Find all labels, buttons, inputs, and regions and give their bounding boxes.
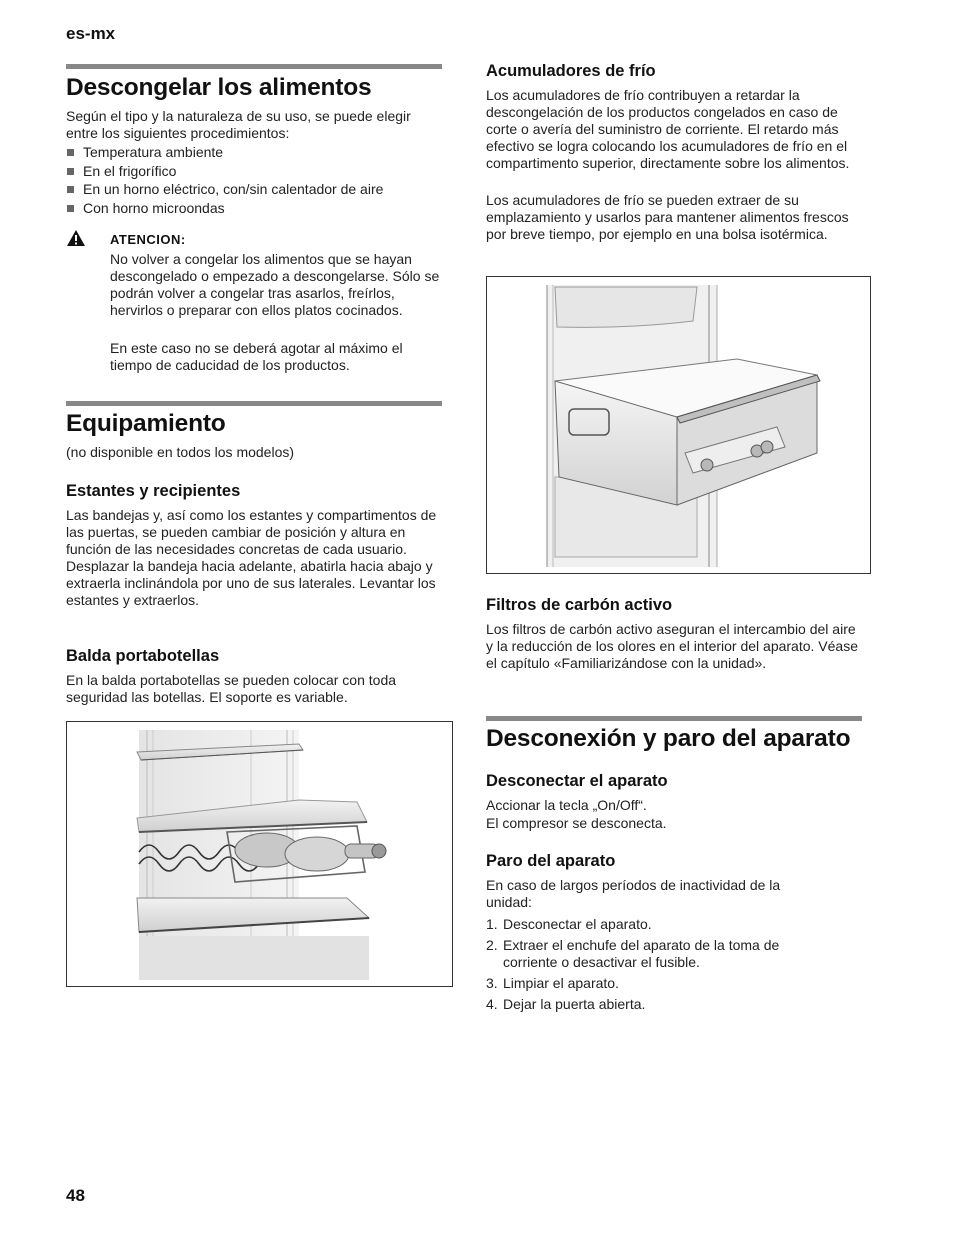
warning-icon	[66, 229, 86, 247]
bottle-rack-illustration	[66, 721, 453, 987]
cold-accumulators-text: Los acumuladores de frío contribuyen a retardar la descongelación de los productos congelados en caso de corte o avería del suministro de corriente. El retardo más efectivo se logra colocando los acumuladores de frío en el compartimento superior, directamente sobre los alimentos.	[486, 87, 850, 171]
switch-off-line: Accionar la tecla „On/Off“.	[486, 797, 647, 813]
warning-text-2: En este caso no se deberá agotar al máximo el tiempo de caducidad de los productos.	[110, 340, 403, 373]
shelves-title: Estantes y recipientes	[66, 482, 241, 500]
shutdown-title: Paro del aparato	[486, 852, 616, 870]
step-number: 4.	[486, 996, 498, 1012]
thaw-intro: Según el tipo y la naturaleza de su uso, se puede elegir entre los siguientes procedimientos:	[66, 108, 411, 141]
language-code: es-mx	[66, 24, 116, 43]
step-text: Extraer el enchufe del aparato de la toma de corriente o desactivar el fusible.	[503, 937, 780, 970]
carbon-filter-title: Filtros de carbón activo	[486, 596, 673, 614]
switch-off-line-2: El compresor se desconecta.	[486, 815, 667, 831]
shutdown-steps	[486, 916, 796, 1017]
freezer-drawer-illustration	[486, 276, 871, 574]
shutdown-intro: En caso de largos períodos de inactividad de la unidad:	[486, 877, 781, 910]
list-item: Temperatura ambiente	[66, 143, 442, 162]
cold-accumulators-title: Acumuladores de frío	[486, 62, 656, 80]
step-number: 2.	[486, 937, 498, 953]
disconnect-title: Desconexión y paro del aparato	[486, 725, 851, 752]
list-item	[486, 937, 796, 971]
equip-subtitle: (no disponible en todos los modelos)	[66, 444, 295, 460]
thaw-title: Descongelar los alimentos	[66, 74, 372, 101]
bottle-text: En la balda portabotellas se pueden colocar con toda seguridad las botellas. El soporte es variable.	[66, 672, 397, 705]
list-item: En el frigorífico	[66, 162, 442, 181]
list-item	[486, 916, 796, 933]
page-number: 48	[66, 1186, 85, 1205]
warning-text: No volver a congelar los alimentos que se hayan descongelado o empezado a descongelarse. Sólo se podrán volver a congelar tras asarlos, freírlos, hervirlos o preparar con ellos platos cocinados.	[110, 251, 440, 318]
carbon-filter-text: Los filtros de carbón activo aseguran el intercambio del aire y la reducción de los olores en el interior del aparato. Véase el capítulo «Familiarizándose con la unidad».	[486, 621, 858, 671]
bottle-title: Balda portabotellas	[66, 647, 220, 665]
step-text: Desconectar el aparato.	[503, 916, 652, 932]
warning-label: ATENCION:	[110, 232, 186, 247]
section-rule	[66, 401, 442, 406]
list-item	[486, 996, 796, 1013]
step-text: Limpiar el aparato.	[503, 975, 619, 991]
section-rule	[66, 64, 442, 69]
list-item: Con horno microondas	[66, 199, 442, 218]
switch-off-title: Desconectar el aparato	[486, 772, 668, 790]
step-text: Dejar la puerta abierta.	[503, 996, 646, 1012]
list-item: En un horno eléctrico, con/sin calentador de aire	[66, 180, 442, 199]
step-number: 1.	[486, 916, 498, 932]
cold-accumulators-text-2: Los acumuladores de frío se pueden extraer de su emplazamiento y usarlos para mantener alimentos frescos por breve tiempo, por ejemplo en una bolsa isotérmica.	[486, 192, 849, 242]
list-item	[486, 975, 796, 992]
step-number: 3.	[486, 975, 498, 991]
thaw-method-list	[66, 143, 442, 217]
section-rule	[486, 716, 862, 721]
shelves-text: Las bandejas y, así como los estantes y compartimentos de las puertas, se pueden cambiar de posición y altura en función de las necesidades concretas de cada usuario. Desplazar la bandeja hacia adelante, abatirla hacia abajo y extraerla inclinándola por uno de sus laterales. Levantar los estantes y extraerlos.	[66, 507, 437, 608]
equip-title: Equipamiento	[66, 410, 226, 437]
